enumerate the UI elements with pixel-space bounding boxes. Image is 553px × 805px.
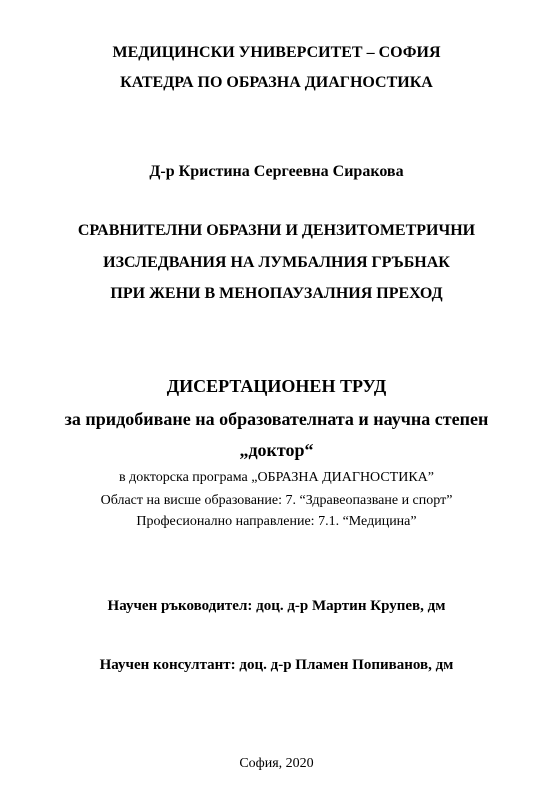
consultant: Научен консултант: доц. д-р Пламен Попиванов, дм xyxy=(99,657,454,673)
dissertation-heading: ДИСЕРТАЦИОНЕН ТРУД xyxy=(166,376,387,396)
title-line-3: ПРИ ЖЕНИ В МЕНОПАУЗАЛНИЯ ПРЕХОД xyxy=(110,285,443,302)
education-field: Област на висше образование: 7. “Здравеопазване и спорт” xyxy=(100,493,453,508)
supervisor: Научен ръководител: доц. д-р Мартин Крупев, дм xyxy=(107,598,446,614)
doctoral-program: в докторска програма „ОБРАЗНА ДИАГНОСТИКА” xyxy=(119,470,434,485)
place-and-year: София, 2020 xyxy=(239,756,314,771)
dissertation-degree: „доктор“ xyxy=(239,440,314,460)
title-line-2: ИЗСЛЕДВАНИЯ НА ЛУМБАЛНИЯ ГРЪБНАК xyxy=(103,254,450,271)
title-line-1: СРАВНИТЕЛНИ ОБРАЗНИ И ДЕНЗИТОМЕТРИЧНИ xyxy=(77,222,476,239)
dissertation-purpose: за придобиване на образователната и научна степен xyxy=(64,409,489,429)
author-name: Д-р Кристина Сергеевна Сиракова xyxy=(149,163,404,180)
professional-direction: Професионално направление: 7.1. “Медицина” xyxy=(136,514,417,529)
university-name: МЕДИЦИНСКИ УНИВЕРСИТЕТ – СОФИЯ xyxy=(112,44,441,61)
department-name: КАТЕДРА ПО ОБРАЗНА ДИАГНОСТИКА xyxy=(120,74,433,91)
